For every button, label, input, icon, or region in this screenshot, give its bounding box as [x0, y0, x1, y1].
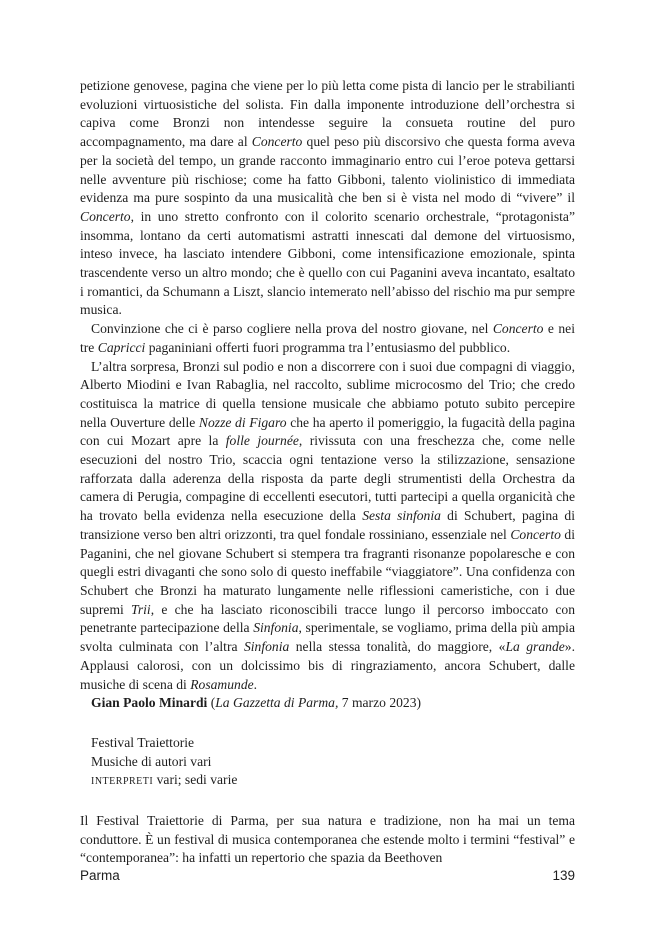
spacer: [80, 713, 575, 734]
event-block: [80, 734, 575, 790]
italic-title: Capricci: [97, 339, 146, 355]
review-source: La Gazzetta di Parma,: [215, 695, 339, 711]
italic-title: Concerto: [492, 321, 544, 337]
italic-title: Concerto: [251, 134, 303, 150]
text-run: quel peso più discorsivo che questa forma aveva per la società del tempo, un grande racconto immaginario entro cui l’eroe poteva gettarsi nelle avventure più rischiose; come ha fatto Gibboni, talento violinistico di immediata evidenza ma pure sospinto da una musicalità che ben si è vista nel modo di “vivere” il: [80, 134, 575, 206]
page-footer: [80, 868, 575, 883]
italic-title: La grande: [505, 639, 565, 655]
performers-label: interpreti: [91, 772, 154, 788]
italic-title: Sinfonia: [243, 639, 290, 655]
text-run: Convinzione che ci è parso cogliere nella prova del nostro giovane, nel: [91, 321, 493, 337]
spacer: [80, 790, 575, 812]
italic-title: Sesta sinfonia: [362, 508, 441, 524]
italic-title: Trii: [131, 601, 151, 617]
review-paragraph-3: [80, 358, 575, 695]
review-author: Gian Paolo Minardi: [91, 695, 208, 711]
article-body: [80, 77, 575, 868]
signature-open: (: [207, 695, 216, 711]
italic-title: Concerto: [510, 526, 561, 542]
italic-title: folle journée: [225, 433, 299, 449]
italic-title: Concerto: [80, 208, 131, 224]
text-run: .: [253, 676, 258, 692]
review-date: 7 marzo 2023): [338, 695, 422, 711]
review-paragraph-2: [80, 320, 575, 357]
page-number: 139: [552, 868, 575, 883]
text-run: e nei tre: [80, 321, 575, 355]
event-performers: [80, 771, 575, 790]
event-title: Festival Traiettorie: [91, 734, 195, 750]
text-run: , e che ha lasciato riconoscibili tracce lungo il percorso imboccato con penetrante partecipazione della: [80, 601, 575, 636]
text-run: che ha aperto il pomeriggio, la fugacità della pagina con cui Mozart apre la: [80, 414, 575, 449]
text-run: di Schubert, pagina di transizione verso ben altri orizzonti, tra quel fondale rossiniano, essenziale nel: [80, 508, 575, 542]
text-run: , in uno stretto confronto con il colorito scenario orchestrale, “protagonista” insomma, lontano da certi automatismi astratti innescati dal demone del virtuosismo, inteso invece, ha lasciato intendere Gibboni, come intensificazione emozionale, spinta trascendente verso un altro mondo; che è quello con cui Paganini aveva incantato, esaltato i romantici, da Schumann a Liszt, slancio intemerato nell’abisso del rischio ma pur sempre musica.: [80, 208, 575, 318]
text-run: L’altra sorpresa, Bronzi sul podio e non a discorrere con i suoi due compagni di viaggio, Alberto Miodini e Ivan Rabaglia, nel raccolto, sublime microcosmo del Trio; che credo costituisca la matrice di quella tensione musicale che abbiamo potuto subito percepire nella Ouverture delle: [80, 358, 575, 430]
italic-title: Rosamunde: [190, 676, 254, 692]
text-run: , rivissuta con una freschezza che, come nelle esecuzioni del nostro Trio, scaccia ogni tentazione verso la stilizzazione, sensazione rafforzata dalla aderenza della risposta da parte degli strumentisti della Orchestra da camera di Perugia, compagine di eccellenti esecutori, tutti partecipi a quella organicità che ha trovato bella evidenza nella esecuzione della: [80, 433, 575, 524]
review-paragraph-1: [80, 77, 575, 320]
text-run: paganiniani offerti fuori programma tra l’entusiasmo del pubblico.: [145, 339, 511, 355]
text-run: , sperimentale, se vogliamo, prima della più ampia svolta culminata con l’altra: [80, 620, 575, 655]
italic-title: Nozze di Figaro: [198, 414, 287, 430]
text-run: ». Applausi calorosi, con un dolcissimo bis di ringraziamento, ancora Schubert, dalle musiche di scena di: [80, 639, 575, 692]
running-footer-section: Parma: [80, 868, 120, 883]
review-signature: [80, 694, 575, 713]
next-review-paragraph: Il Festival Traiettorie di Parma, per sua natura e tradizione, non ha mai un tema conduttore. È un festival di musica contemporanea che estende molto i termini “festival” e “contemporanea”: ha infatti un repertorio che spazia da Beethoven: [80, 813, 575, 866]
italic-title: Sinfonia: [253, 620, 299, 636]
text-run: petizione genovese, pagina che viene per lo più letta come pista di lancio per le strabilianti evoluzioni virtuosistiche del solista. Fin dalla imponente introduzione dell’orchestra si capiva come Bronzi non intendesse seguire la consueta routine del puro accompagnamento, ma dare al: [80, 78, 575, 150]
event-subtitle: Musiche di autori vari: [91, 753, 212, 769]
text-run: di Paganini, che nel giovane Schubert si stempera tra fragranti risonanze popolaresche e con quegli estri divaganti che sono solo di questo ineffabile “viaggiatore”. Una confidenza con Schubert che Bronzi ha maturato lungamente nelle riflessioni cameristiche, con i due supremi: [80, 526, 575, 617]
text-run: nella stessa tonalità, do maggiore, «: [289, 639, 506, 655]
performers-value: vari; sedi varie: [153, 772, 238, 788]
